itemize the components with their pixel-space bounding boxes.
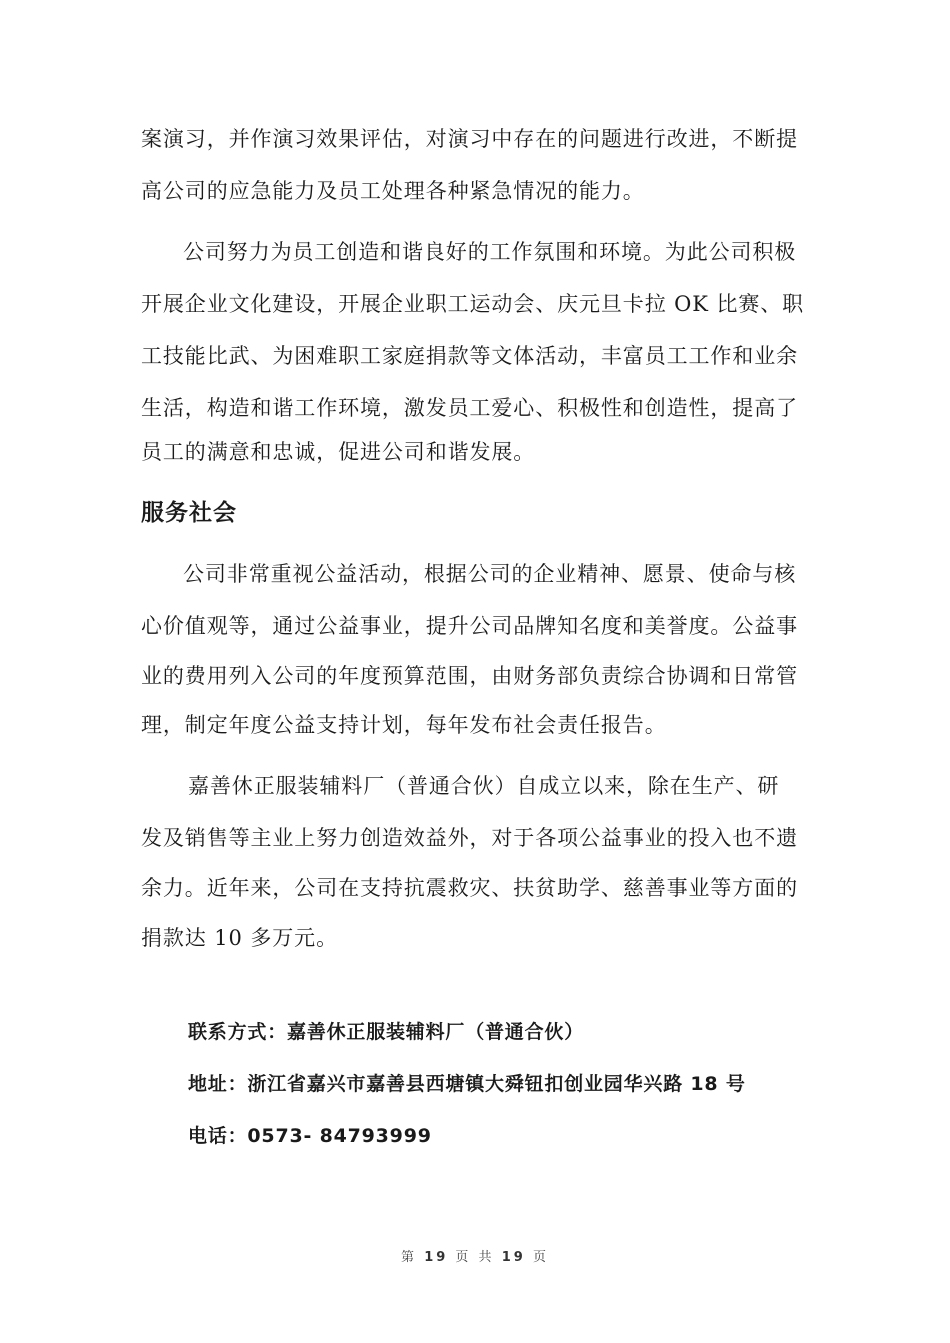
footer-suffix: 页 (532, 1250, 549, 1265)
paragraph-line: 生活，构造和谐工作环境，激发员工爱心、积极性和创造性，提高了 (141, 396, 798, 420)
footer-prefix: 第 (401, 1250, 418, 1265)
total-page-count: 19 (501, 1250, 526, 1265)
paragraph-line: 开展企业文化建设，开展企业职工运动会、庆元旦卡拉 OK 比赛、职 (141, 292, 805, 316)
contact-phone: 电话：0573- 84793999 (188, 1125, 432, 1147)
section-heading: 服务社会 (141, 500, 237, 526)
paragraph-line: 嘉善休正服装辅料厂（普通合伙）自成立以来，除在生产、研 (188, 774, 780, 798)
paragraph-line: 业的费用列入公司的年度预算范围，由财务部负责综合协调和日常管 (141, 664, 798, 688)
contact-company: 联系方式：嘉善休正服装辅料厂（普通合伙） (188, 1021, 585, 1043)
paragraph-line: 公司非常重视公益活动，根据公司的企业精神、愿景、使命与核 (183, 562, 797, 586)
paragraph-line: 发及销售等主业上努力创造效益外，对于各项公益事业的投入也不遗 (141, 826, 798, 850)
paragraph-line: 余力。近年来，公司在支持抗震救灾、扶贫助学、慈善事业等方面的 (141, 876, 798, 900)
paragraph-line: 公司努力为员工创造和谐良好的工作氛围和环境。为此公司积极 (183, 240, 797, 264)
paragraph-line: 心价值观等，通过公益事业，提升公司品牌知名度和美誉度。公益事 (141, 614, 798, 638)
paragraph-line: 员工的满意和忠诚，促进公司和谐发展。 (141, 440, 536, 464)
footer-middle: 页 共 (455, 1250, 495, 1265)
paragraph-line: 捐款达 10 多万元。 (141, 926, 338, 950)
contact-address: 地址：浙江省嘉兴市嘉善县西塘镇大舜钮扣创业园华兴路 18 号 (188, 1073, 746, 1095)
paragraph-line: 理，制定年度公益支持计划，每年发布社会责任报告。 (141, 713, 667, 737)
current-page-number: 19 (424, 1250, 449, 1265)
paragraph-line: 案演习，并作演习效果评估，对演习中存在的问题进行改进，不断提 (141, 127, 798, 151)
paragraph-line: 高公司的应急能力及员工处理各种紧急情况的能力。 (141, 179, 645, 203)
page-number-footer (0, 1246, 950, 1265)
paragraph-line: 工技能比武、为困难职工家庭捐款等文体活动，丰富员工工作和业余 (141, 344, 798, 368)
